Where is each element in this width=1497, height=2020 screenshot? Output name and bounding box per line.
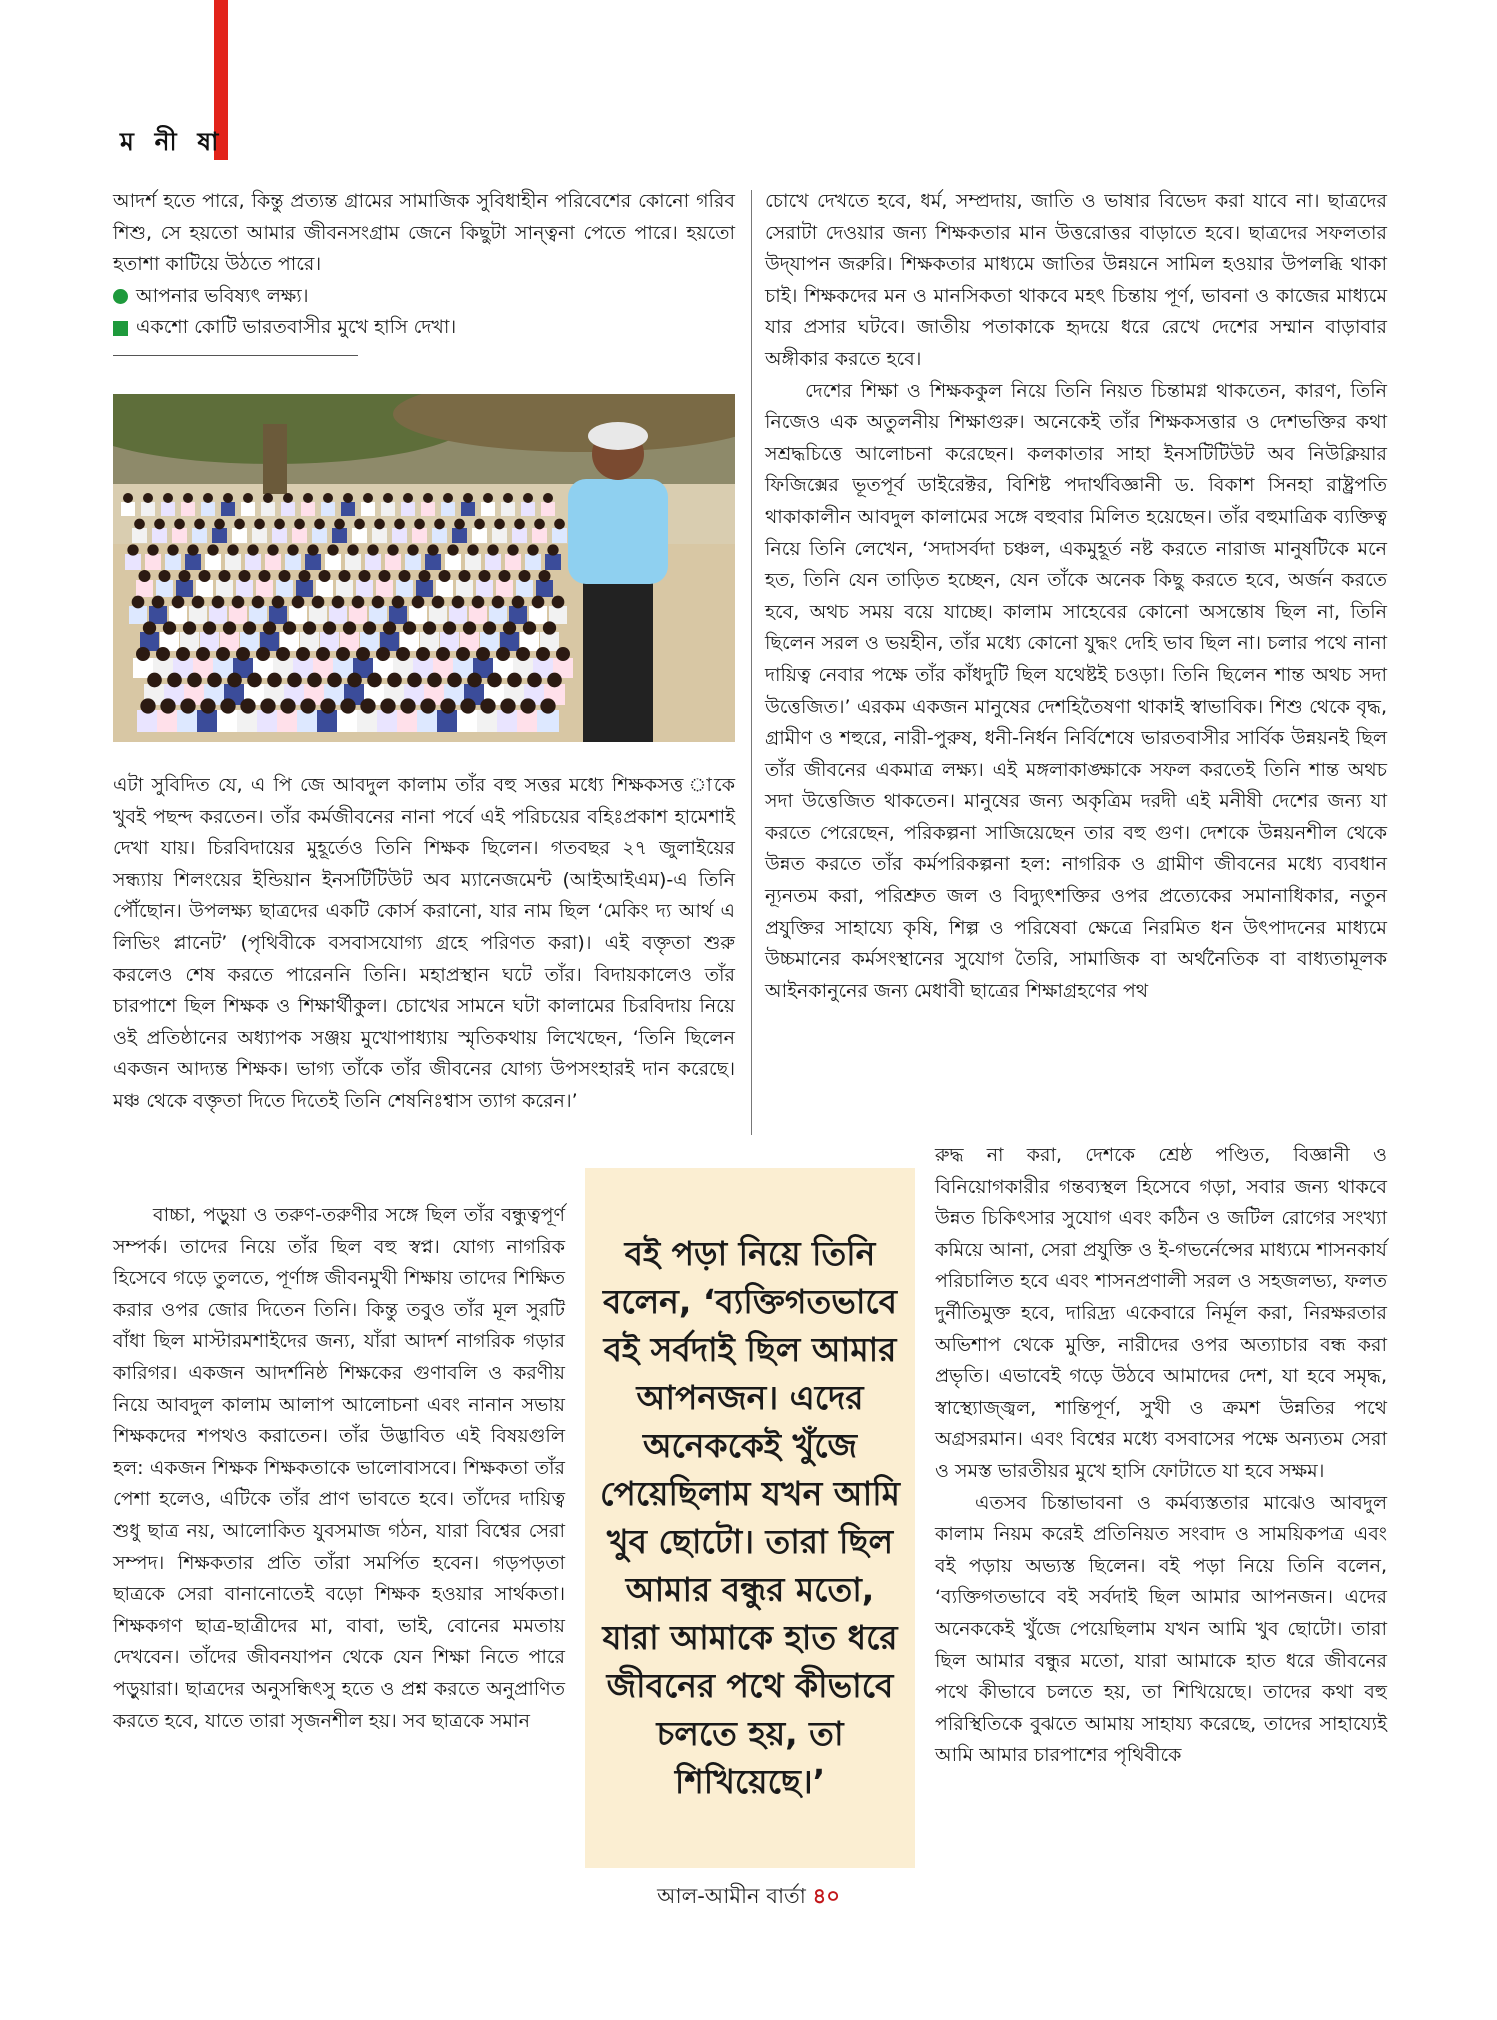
body-paragraph-3: চোখে দেখতে হবে, ধর্ম, সম্প্রদায়, জাতি ও ভাষার বিভেদ করা যাবে না। ছাত্রদের সেরাটা দেওয়ার জন্য শিক্ষকতার মান উত্তরোত্তর বাড়াতে হবে। ছাত্রদের সফলতার উদ্‌যাপন জরুরি। শিক্ষকতার মাধ্যমে জাতির উন্নয়নে সামিল হওয়ার উপলব্ধি থাকা চাই। শিক্ষকদের মন ও মানসিকতা থাকবে মহৎ চিন্তায় পূর্ণ, ভাবনা ও কাজের মাধ্যমে যার প্রসার ঘটবে। জাতীয় পতাকাকে হৃদয়ে ধরে রেখে দেশের সম্মান বাড়াবার অঙ্গীকার করতে হবে। [765,190,1387,370]
answer-item [113,312,735,344]
pull-quote-box [585,1168,915,1868]
question-text: আপনার ভবিষ্যৎ লক্ষ্য। [136,284,309,307]
page-footer [0,1880,1497,1915]
left-column-top [113,770,735,1118]
pull-quote-text: বই পড়া নিয়ে তিনি বলেন, ‘ব্যক্তিগতভাবে বই সর্বদাই ছিল আমার আপনজন। এদের অনেককেই খুঁজে পেয়েছিলাম যখন আমি খুব ছোটো। তারা ছিল আমার বন্ধুর মতো, যারা আমাকে হাত ধরে জীবনের পথে কীভাবে চলতে হয়, তা শিখিয়েছে।’ [599,1234,901,1801]
column-divider [751,190,752,1135]
body-paragraph-4-cont: রুদ্ধ না করা, দেশকে শ্রেষ্ঠ পণ্ডিত, বিজ্ঞানী ও বিনিয়োগকারীর গন্তব্যস্থল হিসেবে গড়া, সবার জন্য থাকবে উন্নত চিকিৎসার সুযোগ এবং কঠিন ও জটিল রোগের সংখ্যা কমিয়ে আনা, সেরা প্রযুক্তি ও ই-গভর্নেন্সের মাধ্যমে শাসনকার্য পরিচালিত হবে এবং শাসনপ্রণালী সরল ও সহজলভ্য, ফলত দুর্নীতিমুক্ত হবে, দারিদ্র্য একেবারে নির্মূল করা, নিরক্ষরতার অভিশাপ থেকে মুক্তি, নারীদের ওপর অত্যাচার বন্ধ করা প্রভৃতি। এভাবেই গড়ে উঠবে আমাদের দেশ, যা হবে সমৃদ্ধ, স্বাস্থ্যোজ্জ্বল, শান্তিপূর্ণ, সুখী ও ক্রমশ উন্নতির পথে অগ্রসরমান। এবং বিশ্বের মধ্যে বসবাসের পক্ষে অন্যতম সেরা ও সমস্ত ভারতীয়র মুখে হাসি ফোটাতে যা হবে সক্ষম। [935,1144,1387,1482]
intro-paragraph: আদর্শ হতে পারে, কিন্তু প্রত্যন্ত গ্রামের সামাজিক সুবিধাহীন পরিবেশের কোনো গরিব শিশু, সে হয়তো আমার জীবনসংগ্রাম জেনে কিছুটা সান্ত্বনা পেতে পারে। হয়তো হতাশা কাটিয়ে উঠতে পারে। [113,190,735,276]
green-dot-icon [113,289,128,304]
section-label: ম নী ষা [120,127,225,156]
right-column-bottom [935,1140,1387,1772]
photo-students [113,394,735,742]
body-paragraph-1: এটা সুবিদিত যে, এ পি জে আবদুল কালাম তাঁর বহু সত্তর মধ্যে শিক্ষকসত্ত াকে খুবই পছন্দ করতেন। তাঁর কর্মজীবনের নানা পর্বে এই পরিচয়ের বহিঃপ্রকাশ হামেশাই দেখা যায়। চিরবিদায়ের মুহূর্তেও তিনি শিক্ষক ছিলেন। গতবছর ২৭ জুলাইয়ের সন্ধ্যায় শিলংয়ের ইন্ডিয়ান ইনসটিটিউট অব ম্যানেজমেন্ট (আইআইএম)-এ তিনি পৌঁছোন। উপলক্ষ্য ছাত্রদের একটি কোর্স করানো, যার নাম ছিল ‘মেকিং দ্য আর্থ এ লিভিং প্লানেট’ (পৃথিবীকে বসবাসযোগ্য গ্রহে পরিণত করা)। এই বক্তৃতা শুরু করলেও শেষ করতে পারেননি তিনি। মহাপ্রস্থান ঘটে তাঁর। বিদায়কালেও তাঁর চারপাশে ছিল শিক্ষক ও শিক্ষার্থীকুল। চোখের সামনে ঘটা কালামের চিরবিদায় নিয়ে ওই প্রতিষ্ঠানের অধ্যাপক সঞ্জয় মুখোপাধ্যায় স্মৃতিকথায় লিখেছেন, ‘তিনি ছিলেন একজন আদ্যন্ত শিক্ষক। ভাগ্য তাঁকে তাঁর জীবনের যোগ্য উপসংহারই দান করেছে। মঞ্চ থেকে বক্তৃতা দিতে দিতেই তিনি শেষনিঃশ্বাস ত্যাগ করেন।’ [113,774,735,1112]
divider [113,355,358,356]
green-square-icon [113,321,128,336]
body-paragraph-5: এতসব চিন্তাভাবনা ও কর্মব্যস্ততার মাঝেও আবদুল কালাম নিয়ম করেই প্রতিনিয়ত সংবাদ ও সাময়িকপত্র এবং বই পড়ায় অভ্যস্ত ছিলেন। বই পড়া নিয়ে তিনি বলেন, ‘ব্যক্তিগতভাবে বই সর্বদাই ছিল আমার আপনজন। এদের অনেককেই খুঁজে পেয়েছিলাম যখন আমি খুব ছোটো। তারা ছিল আমার বন্ধুর মতো, যারা আমাকে হাত ধরে জীবনের পথে কীভাবে চলতে হয়, তা শিখিয়েছে। তাদের কথা বহু পরিস্থিতিকে বুঝতে আমায় সাহায্য করেছে, তাদের সাহায্যেই আমি আমার চারপাশের পৃথিবীকে [935,1491,1387,1767]
left-column-bottom [113,1200,565,1737]
page-number: ৪০ [812,1884,840,1908]
answer-text: একশো কোটি ভারতবাসীর মুখে হাসি দেখা। [136,316,457,339]
intro-column [113,186,735,344]
body-paragraph-4: দেশের শিক্ষা ও শিক্ষককুল নিয়ে তিনি নিয়ত চিন্তামগ্ন থাকতেন, কারণ, তিনি নিজেও এক অতুলনীয় শিক্ষাগুরু। অনেকেই তাঁর শিক্ষকসত্তার ও দেশভক্তির কথা সশ্রদ্ধচিত্তে আলোচনা করেছেন। কলকাতার সাহা ইনসটিটিউট অব নিউক্লিয়ার ফিজিক্সের ভূতপূর্ব ডাইরেক্টর, বিশিষ্ট পদার্থবিজ্ঞানী ড. বিকাশ সিনহা রাষ্ট্রপতি থাকাকালীন আবদুল কালামের সঙ্গে বহুবার মিলিত হয়েছেন। তাঁর বহুমাত্রিক ব্যক্তিত্ব নিয়ে তিনি লেখেন, ‘সদাসর্বদা চঞ্চল, একমুহূর্ত নষ্ট করতে নারাজ মানুষটিকে মনে হত, তিনি যেন তাড়িত হচ্ছেন, যেন তাঁকে অনেক কিছু করতে হবে, অর্জন করতে হবে, অথচ সময় বয়ে যাচ্ছে। কালাম সাহেবের কোনো অসন্তোষ ছিল না, তিনি ছিলেন সরল ও ভয়হীন, তাঁর মধ্যে কোনো যুদ্ধং দেহি ভাব ছিল না। চলার পথে নানা দায়িত্ব নেবার পক্ষে তাঁর কাঁধদুটি ছিল যথেষ্টই চওড়া। তিনি ছিলেন শান্ত অথচ সদা উত্তেজিত।’ এরকম একজন মানুষের দেশহিতৈষণা থাকাই স্বাভাবিক। শিশু থেকে বৃদ্ধ, গ্রামীণ ও শহুরে, নারী-পুরুষ, ধনী-নির্ধন নির্বিশেষে ভারতবাসীর সার্বিক উন্নয়নই ছিল তাঁর জীবনের একমাত্র লক্ষ্য। এই মঙ্গলাকাঙ্ক্ষাকে সফল করতেই তিনি শান্ত অথচ সদা উত্তেজিত থাকতেন। মানুষের জন্য অকৃত্রিম দরদী এই মনীষী দেশের জন্য যা করতে পেরেছেন, পরিকল্পনা সাজিয়েছেন তার বহু গুণ। দেশকে উন্নয়নশীল থেকে উন্নত করতে তাঁর কর্মপরিকল্পনা হল: নাগরিক ও গ্রামীণ জীবনের মধ্যে ব্যবধান ন্যূনতম করা, পরিশ্রুত জল ও বিদ্যুৎশক্তির ওপর প্রত্যেকের সমানাধিকার, নতুন প্রযুক্তির সাহায্যে কৃষি, শিল্প ও পরিষেবা ক্ষেত্রে নিরমিত ধন উৎপাদনের মাধ্যমে উচ্চমানের কর্মসংস্থানের সুযোগ তৈরি, সামাজিক বা অর্থনৈতিক বা বাধ্যতামূলক আইনকানুনের জন্য মেধাবী ছাত্রের শিক্ষাগ্রহণের পথ [765,379,1387,1002]
question-item [113,281,735,313]
magazine-title: আল-আমীন বার্তা [657,1884,806,1908]
right-column-top [765,186,1387,1007]
body-paragraph-2: বাচ্চা, পড়ুয়া ও তরুণ-তরুণীর সঙ্গে ছিল তাঁর বন্ধুত্বপূর্ণ সম্পর্ক। তাদের নিয়ে তাঁর ছিল বহু স্বপ্ন। যোগ্য নাগরিক হিসেবে গড়ে তুলতে, পূর্ণাঙ্গ জীবনমুখী শিক্ষায় তাদের শিক্ষিত করার ওপর জোর দিতেন তিনি। কিন্তু তবুও তাঁর মূল সুরটি বাঁধা ছিল মাস্টারমশাইদের জন্য, যাঁরা আদর্শ নাগরিক গড়ার কারিগর। একজন আদর্শনিষ্ঠ শিক্ষকের গুণাবলি ও করণীয় নিয়ে আবদুল কালাম আলাপ আলোচনা এবং নানান সভায় শিক্ষকদের শপথও করাতেন। তাঁর উদ্ভাবিত এই বিষয়গুলি হল: একজন শিক্ষক শিক্ষকতাকে ভালোবাসবে। শিক্ষকতা তাঁর পেশা হলেও, এটিকে তাঁর প্রাণ ভাবতে হবে। তাঁদের দায়িত্ব শুধু ছাত্র নয়, আলোকিত যুবসমাজ গঠন, যারা বিশ্বের সেরা সম্পদ। শিক্ষকতার প্রতি তাঁরা সমর্পিত হবেন। গড়পড়তা ছাত্রকে সেরা বানানোতেই বড়ো শিক্ষক হওয়ার সার্থকতা। শিক্ষকগণ ছাত্র-ছাত্রীদের মা, বাবা, ভাই, বোনের মমতায় দেখবেন। তাঁদের জীবনযাপন থেকে যেন শিক্ষা নিতে পারে পড়ুয়ারা। ছাত্রদের অনুসন্ধিৎসু হতে ও প্রশ্ন করতে অনুপ্রাণিত করতে হবে, যাতে তারা সৃজনশীল হয়। সব ছাত্রকে সমান [113,1204,565,1732]
